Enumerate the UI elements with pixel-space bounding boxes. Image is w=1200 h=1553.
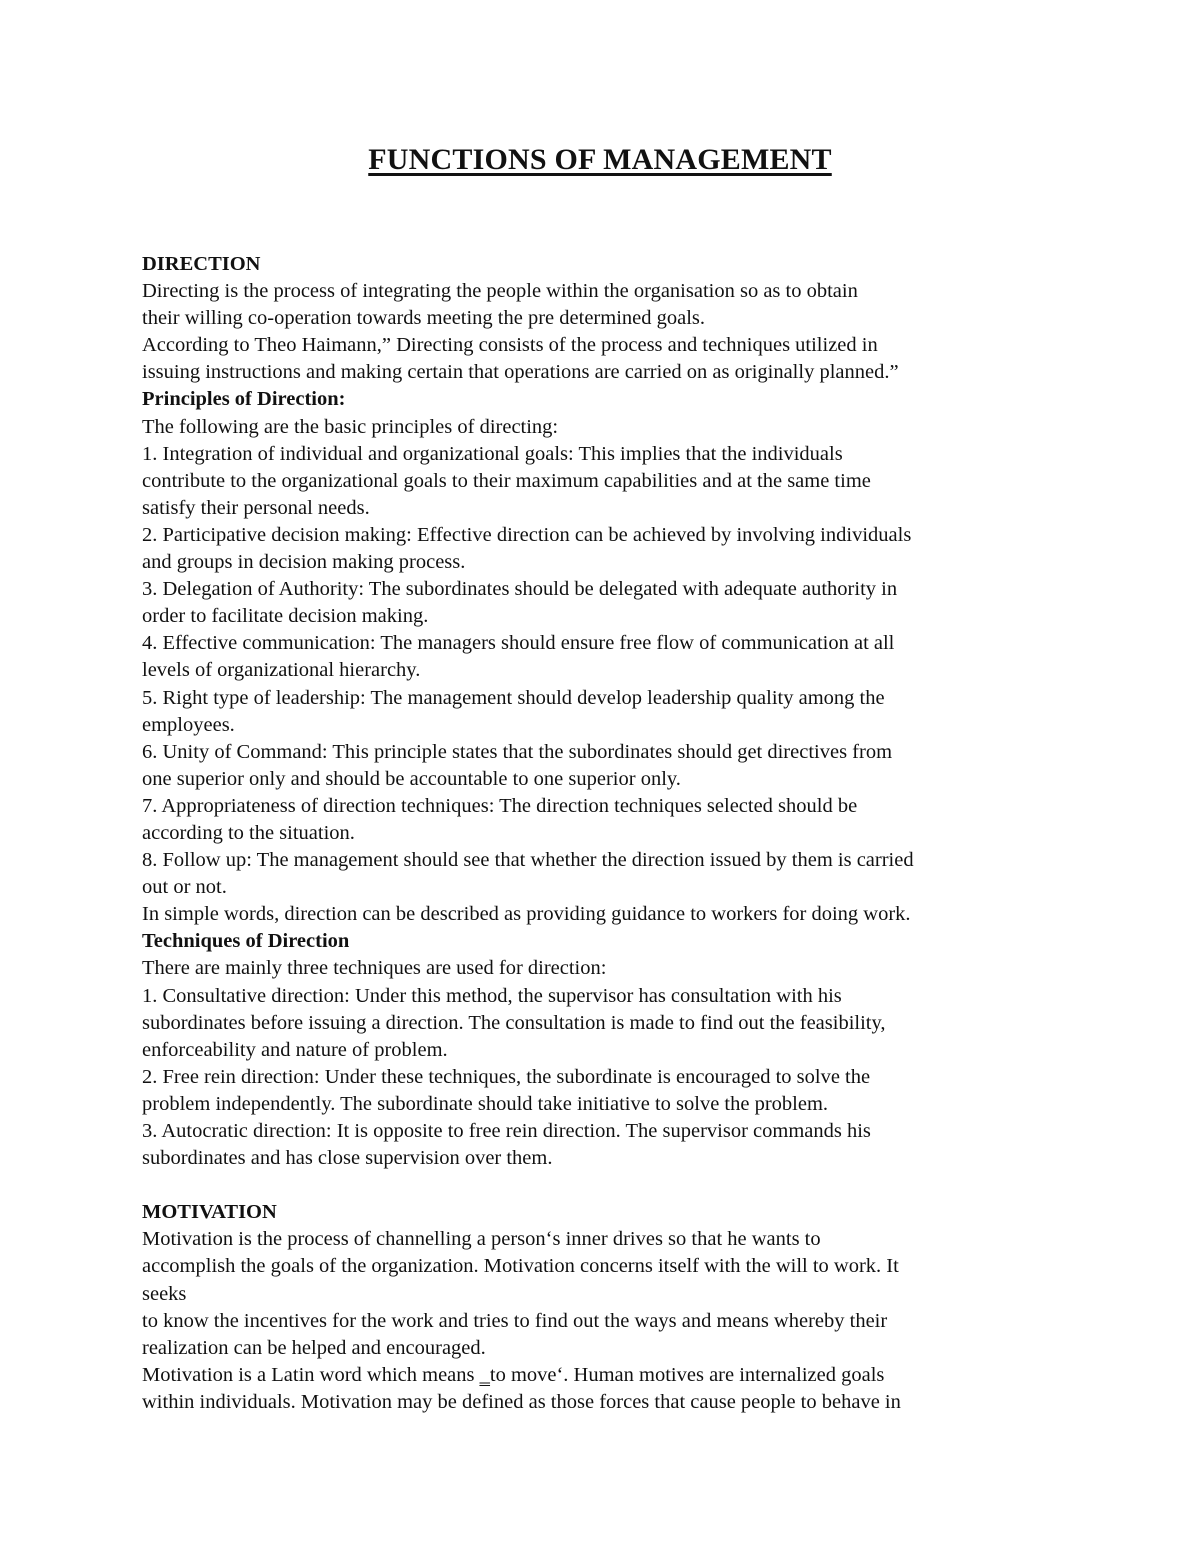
text-line: employees. (142, 713, 235, 736)
text-line: out or not. (142, 876, 227, 899)
text-line: to know the incentives for the work and tries to find out the ways and means whereby their (142, 1309, 888, 1332)
text-line: 1. Consultative direction: Under this method, the supervisor has consultation with his (142, 984, 842, 1007)
document-body (142, 251, 1042, 1416)
text-line: within individuals. Motivation may be defined as those forces that cause people to behave in (142, 1390, 901, 1413)
text-line: subordinates and has close supervision over them. (142, 1147, 553, 1170)
text-line: order to facilitate decision making. (142, 605, 429, 628)
text-line: Motivation is a Latin word which means ‗to move‘. Human motives are internalized goals (142, 1363, 885, 1386)
document-title: FUNCTIONS OF MANAGEMENT (368, 143, 832, 176)
text-line: according to the situation. (142, 821, 355, 844)
text-line: 5. Right type of leadership: The management should develop leadership quality among the (142, 686, 885, 709)
text-line: problem independently. The subordinate should take initiative to solve the problem. (142, 1092, 829, 1115)
text-line: 4. Effective communication: The managers should ensure free flow of communication at all (142, 632, 895, 655)
text-line: 2. Participative decision making: Effective direction can be achieved by involving individuals (142, 523, 912, 546)
text-line: seeks (142, 1282, 187, 1305)
text-line: 3. Autocratic direction: It is opposite to free rein direction. The supervisor commands his (142, 1120, 871, 1142)
text-line: 1. Integration of individual and organizational goals: This implies that the individuals (142, 442, 843, 465)
text-line: The following are the basic principles of directing: (142, 415, 559, 438)
text-line: According to Theo Haimann,” Directing consists of the process and techniques utilized in (142, 334, 878, 357)
section-heading: MOTIVATION (142, 1201, 277, 1224)
text-line: one superior only and should be accountable to one superior only. (142, 767, 681, 790)
text-line: 2. Free rein direction: Under these techniques, the subordinate is encouraged to solve the (142, 1065, 871, 1088)
text-line: realization can be helped and encouraged. (142, 1336, 486, 1359)
text-line: contribute to the organizational goals to their maximum capabilities and at the same time (142, 469, 871, 492)
section-heading: Principles of Direction: (142, 388, 346, 411)
paragraph-gap (142, 1172, 1042, 1199)
text-line: Motivation is the process of channelling a person‘s inner drives so that he wants to (142, 1228, 821, 1251)
text-line: satisfy their personal needs. (142, 496, 370, 519)
text-line: 8. Follow up: The management should see that whether the direction issued by them is carried (142, 849, 914, 872)
text-line: issuing instructions and making certain that operations are carried on as originally planned.” (142, 361, 899, 384)
text-line: enforceability and nature of problem. (142, 1038, 448, 1061)
section-heading: DIRECTION (142, 253, 261, 275)
text-line: accomplish the goals of the organization. Motivation concerns itself with the will to work. It (142, 1255, 899, 1278)
text-line: In simple words, direction can be described as providing guidance to workers for doing work. (142, 903, 911, 926)
text-line: 7. Appropriateness of direction techniques: The direction techniques selected should be (142, 794, 858, 817)
text-line: their willing co-operation towards meeting the pre determined goals. (142, 307, 706, 330)
text-line: There are mainly three techniques are used for direction: (142, 957, 607, 980)
text-line: Directing is the process of integrating the people within the organisation so as to obtain (142, 280, 858, 303)
text-line: 6. Unity of Command: This principle states that the subordinates should get directives from (142, 740, 893, 763)
section-heading: Techniques of Direction (142, 930, 350, 953)
text-line: and groups in decision making process. (142, 551, 466, 574)
text-line: 3. Delegation of Authority: The subordinates should be delegated with adequate authority in (142, 578, 898, 601)
text-line: subordinates before issuing a direction. The consultation is made to find out the feasibility, (142, 1011, 886, 1034)
text-line: levels of organizational hierarchy. (142, 659, 421, 682)
